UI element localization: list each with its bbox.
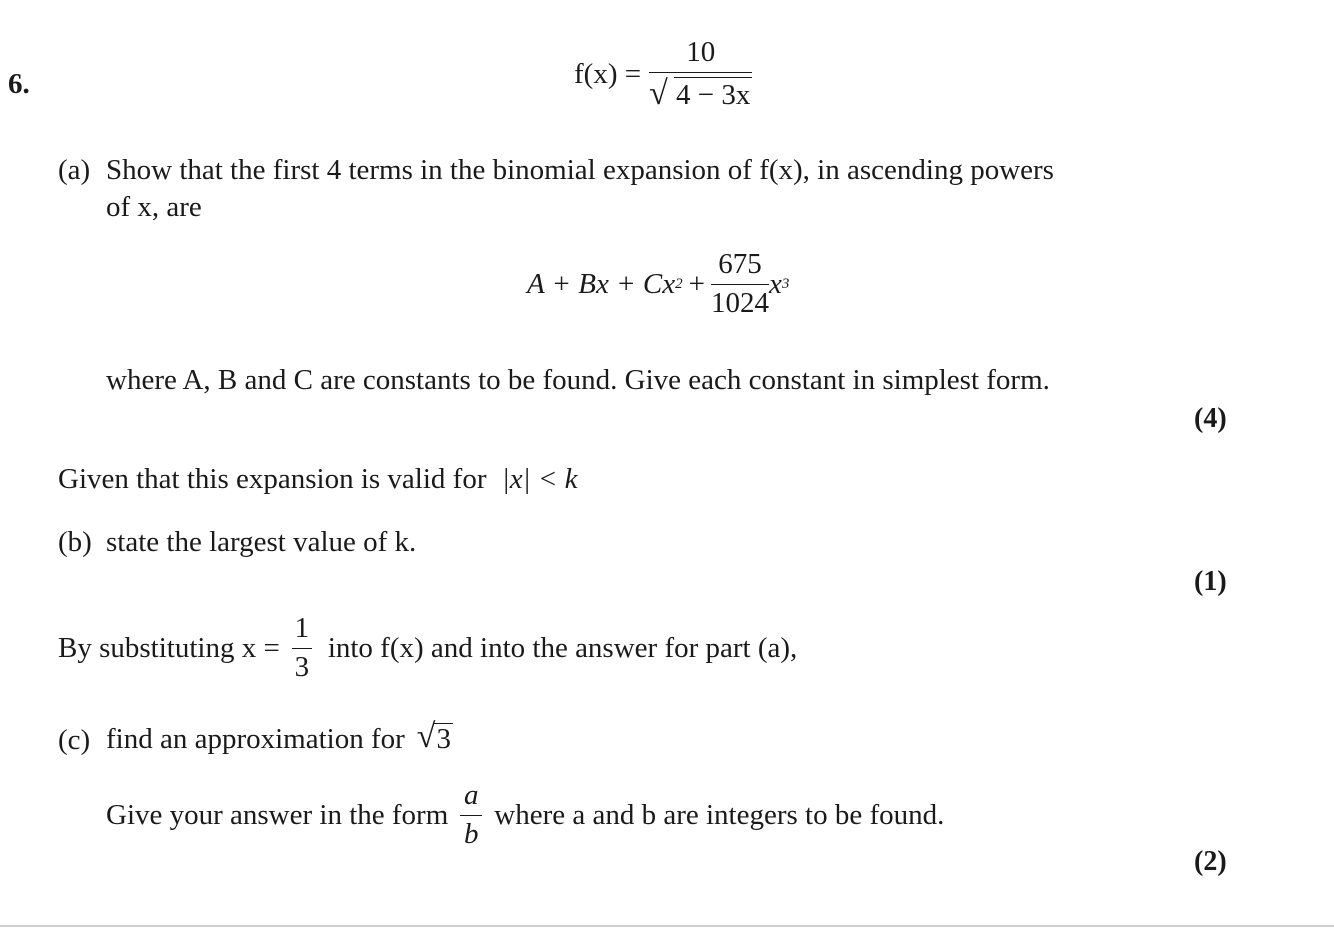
expansion-expression xyxy=(527,250,789,318)
given-condition: |x| < k xyxy=(501,463,578,495)
substitution-text-before: By substituting x = xyxy=(58,631,280,664)
expansion-var: x xyxy=(769,267,782,300)
function-denominator xyxy=(649,77,752,111)
given-text: Given that this expansion is valid for xyxy=(58,463,487,495)
substitution-fraction xyxy=(292,614,312,682)
form-fraction xyxy=(460,781,482,849)
part-a-where-text: where A, B and C are constants to be found. Give each constant in simplest form. xyxy=(106,364,1050,396)
function-lhs: f(x) = xyxy=(574,58,642,90)
expansion-terms: A + Bx + Cx xyxy=(527,267,676,300)
expansion-denominator: 1024 xyxy=(711,287,769,319)
fraction-bar xyxy=(292,648,312,649)
expansion-numerator: 675 xyxy=(718,248,762,280)
part-c-statement xyxy=(106,720,453,754)
substitution-numerator: 1 xyxy=(294,612,310,644)
sqrt-icon: √ xyxy=(649,75,668,112)
expansion-power: 2 xyxy=(675,275,683,292)
question-number: 6. xyxy=(8,68,30,100)
part-a-line1: Show that the first 4 terms in the binomial expansion of f(x), in ascending powers xyxy=(106,154,1054,186)
fraction-bar xyxy=(649,72,752,73)
sqrt-value: 3 xyxy=(436,723,451,755)
part-c-instruction-before: Give your answer in the form xyxy=(106,798,449,831)
part-c-instruction-after: where a and b are integers to be found. xyxy=(494,798,945,831)
expansion-var-power: 3 xyxy=(781,275,790,292)
sqrt-icon: √ xyxy=(416,718,436,755)
function-definition xyxy=(574,38,752,111)
part-a-marks: (4) xyxy=(1194,403,1227,434)
part-c-text: find an approximation for xyxy=(106,723,405,755)
part-c-label: (c) xyxy=(58,724,91,756)
function-fraction xyxy=(649,38,752,111)
part-a-line2: of x, are xyxy=(106,191,202,223)
substitution-statement xyxy=(58,614,797,682)
given-statement xyxy=(58,465,578,494)
function-numerator: 10 xyxy=(686,36,716,68)
part-b-marks: (1) xyxy=(1194,566,1227,597)
sqrt-expression xyxy=(417,720,453,754)
form-denominator: b xyxy=(464,818,479,850)
form-numerator: a xyxy=(464,779,479,811)
substitution-text-after: into f(x) and into the answer for part (a), xyxy=(327,631,798,664)
function-radicand: 4 − 3x xyxy=(676,79,751,111)
expansion-plus: + xyxy=(688,267,705,300)
part-c-instruction xyxy=(106,781,944,849)
part-c-marks: (2) xyxy=(1194,846,1227,877)
part-b-text: state the largest value of k. xyxy=(106,526,417,558)
page-divider xyxy=(0,925,1334,927)
fraction-bar xyxy=(711,284,769,285)
part-a-label: (a) xyxy=(58,154,91,186)
fraction-bar xyxy=(460,815,482,816)
substitution-denominator: 3 xyxy=(294,651,310,683)
expansion-fraction xyxy=(711,250,769,318)
part-b-label: (b) xyxy=(58,526,92,558)
